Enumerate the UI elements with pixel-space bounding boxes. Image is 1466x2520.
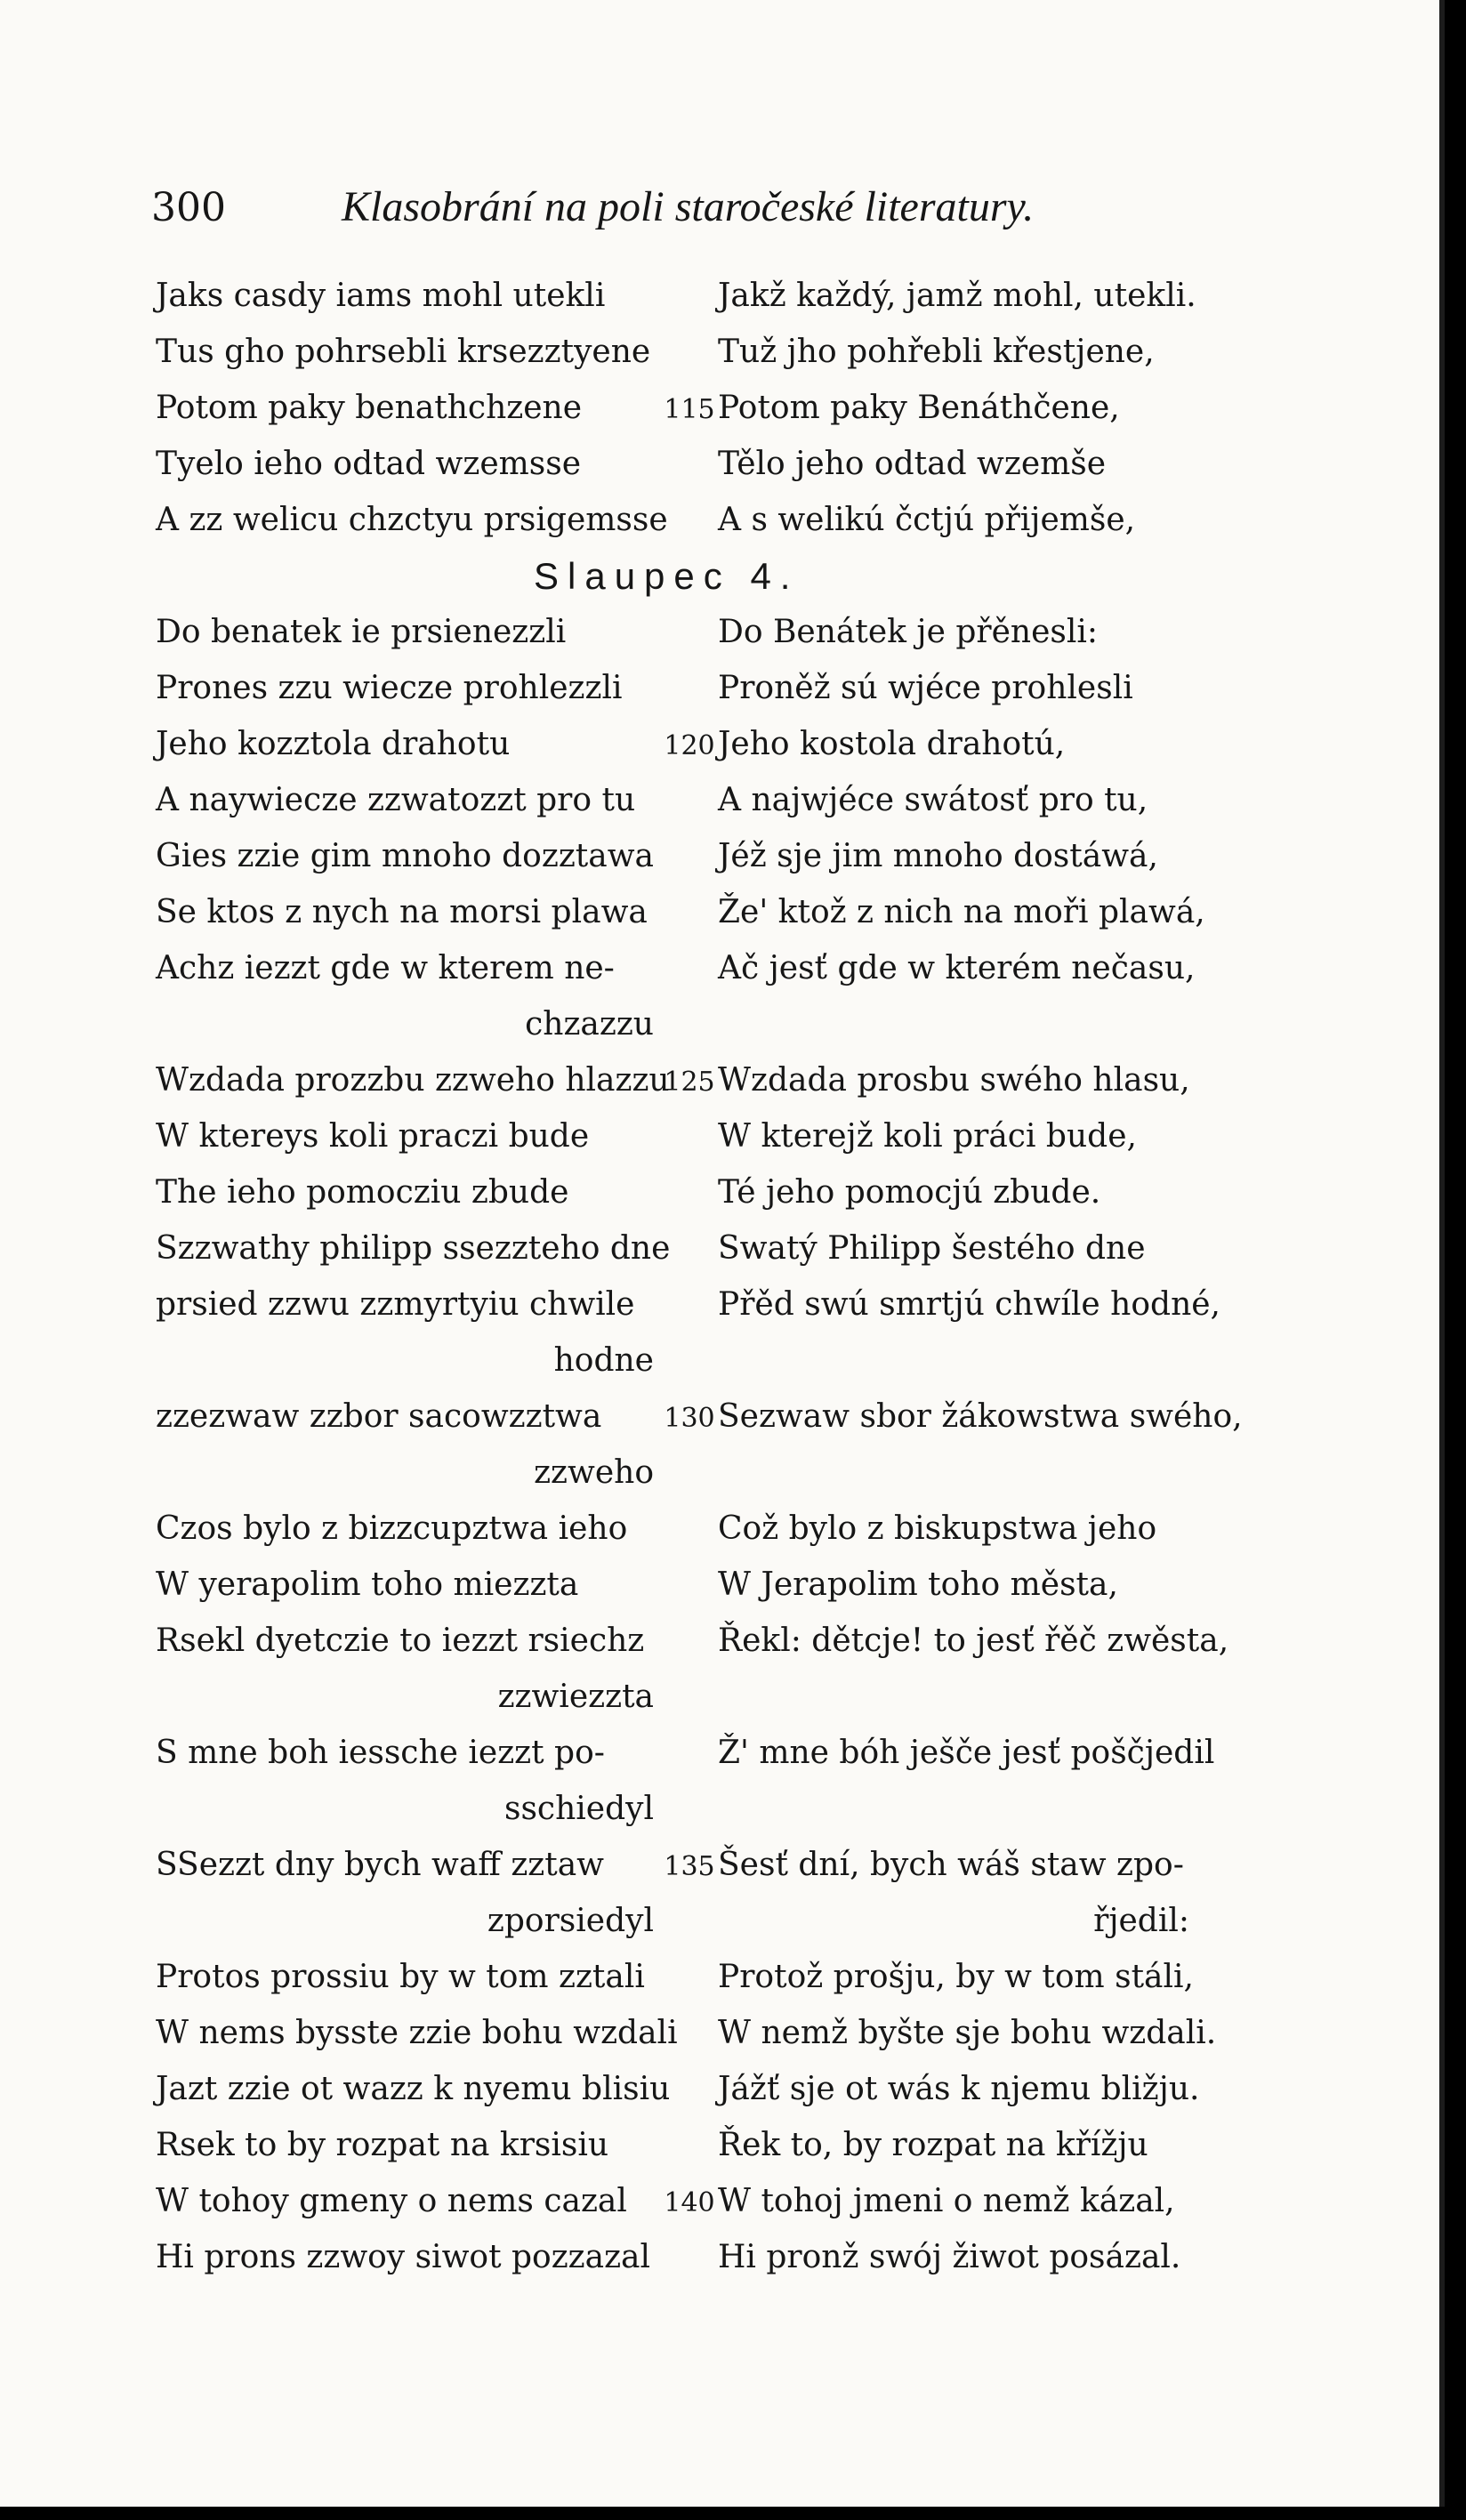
transcribed-text-line: Té jeho pomocjú zbude. [718, 1174, 1101, 1211]
transcribed-text-line: Jážť sje ot wás k njemu bližju. [718, 2071, 1200, 2107]
transcribed-text-line [718, 1672, 1234, 1722]
transcribed-text-line: W kterejž koli práci bude, [718, 1118, 1137, 1155]
transcribed-text-line: Ač jesť gde w kterém nečasu, [718, 950, 1196, 986]
line-number [661, 1674, 718, 1724]
old-text-line: W nems bysste zzie bohu wzdali [156, 2015, 678, 2051]
line-number [661, 2010, 718, 2060]
old-text-line: W ktereys koli praczi bude [156, 1118, 590, 1155]
page-header [151, 182, 1034, 231]
line-number [661, 497, 718, 547]
old-text-line: Tus gho pohrsebli krsezztyene [156, 334, 651, 370]
transcribed-text-line: Řekl: dětcje! to jesť řěč zwěsta, [718, 1622, 1229, 1659]
old-text-line: A naywiecze zzwatozzt pro tu [156, 782, 636, 818]
old-text-line: chzazzu [525, 1006, 654, 1043]
transcribed-text-line: Jeho kostola drahotú, [718, 726, 1066, 762]
transcribed-text-line: Tělo jeho odtad wzemše [718, 446, 1107, 482]
old-text-line: Hi prons zzwoy siwot pozzazal [156, 2239, 651, 2275]
line-number [661, 1730, 718, 1780]
transcribed-text-line: Řek to, by rozpat na křížju [718, 2127, 1148, 2163]
old-text-line: hodne [553, 1342, 654, 1379]
old-text-line: Jaks casdy iams mohl utekli [156, 278, 606, 314]
transcribed-text-line [718, 1000, 1234, 1050]
line-number [661, 1450, 718, 1500]
section-heading: Slaupec 4. [534, 555, 800, 597]
page-number: 300 [151, 185, 226, 230]
old-text-line: S mne boh iessche iezzt po- [156, 1735, 605, 1771]
old-text-line: Jeho kozztola drahotu [156, 726, 511, 762]
old-text-line: Rsek to by rozpat na krsisiu [156, 2127, 609, 2163]
transcribed-text-line: řjedil: [1093, 1903, 1189, 1939]
transcribed-text-line: W nemž byšte sje bohu wzdali. [718, 2015, 1217, 2051]
line-number [661, 1338, 718, 1388]
line-number [661, 1786, 718, 1836]
line-number [661, 1226, 718, 1276]
line-number [661, 1170, 718, 1220]
running-title: Klasobrání na poli staročeské literatury. [342, 183, 1035, 230]
transcribed-text-line: Přěd swú smrtjú chwíle hodné, [718, 1286, 1220, 1323]
line-number: 125 [664, 1067, 715, 1098]
transcribed-text-line: Jéž sje jim mnoho dostáwá, [718, 838, 1158, 874]
transcribed-text-line [718, 1448, 1234, 1498]
transcribed-text-line: W tohoj jmeni o nemž kázal, [718, 2183, 1175, 2219]
old-text-line: The ieho pomocziu zbude [156, 1174, 569, 1211]
old-text-line: Gies zzie gim mnoho dozztawa [156, 838, 654, 874]
transcribed-text-line [718, 1336, 1234, 1386]
line-number [661, 890, 718, 939]
old-text-line: zzwiezzta [497, 1679, 654, 1715]
line-number: 115 [664, 394, 715, 425]
transcribed-text-line: Jakž každý, jamž mohl, utekli. [718, 278, 1196, 314]
transcribed-text-line: Protož prošju, by w tom stáli, [718, 1959, 1194, 1995]
old-text-line: A zz welicu chzctyu prsigemsse [156, 502, 668, 538]
old-text-line: Protos prossiu by w tom zztali [156, 1959, 645, 1995]
transcribed-text-line: Swatý Philipp šestého dne [718, 1230, 1146, 1267]
old-text-line: Rsekl dyetczie to iezzt rsiechz [156, 1622, 645, 1659]
old-text-line: Wzdada prozzbu zzweho hlazzu [156, 1062, 670, 1099]
old-text-line: Jazt zzie ot wazz k nyemu blisiu [156, 2071, 671, 2107]
old-text-line: zporsiedyl [487, 1903, 654, 1939]
transcribed-text-line: Sezwaw sbor žákowstwa swého, [718, 1398, 1243, 1435]
transcribed-text-line: Proněž sú wjéce prohlesli [718, 670, 1133, 706]
old-text-line: sschiedyl [503, 1791, 654, 1827]
old-text-line: W yerapolim toho miezzta [156, 1566, 579, 1603]
line-number [661, 1002, 718, 1051]
transcribed-text-line: W Jerapolim toho města, [718, 1566, 1118, 1603]
line-number: 120 [664, 730, 715, 761]
line-number: 140 [664, 2187, 715, 2218]
transcribed-text-line: Šesť dní, bych wáš staw zpo- [718, 1847, 1184, 1883]
line-number [661, 2066, 718, 2116]
line-number [661, 665, 718, 715]
transcribed-text-line: A najwjéce swátosť pro tu, [718, 782, 1148, 818]
line-number [661, 1114, 718, 1163]
line-number: 130 [664, 1403, 715, 1434]
line-number [661, 273, 718, 323]
old-text-line: Czos bylo z bizzcupztwa ieho [156, 1510, 628, 1547]
line-number [661, 946, 718, 995]
transcribed-text-line: Do Benátek je přěnesli: [718, 614, 1099, 650]
line-number [661, 1282, 718, 1332]
line-number [661, 2122, 718, 2172]
old-text-line: zzweho [534, 1454, 654, 1491]
transcribed-text-line: Ž' mne bóh ješče jesť poščjedil [718, 1735, 1215, 1771]
transcribed-text-line: Což bylo z biskupstwa jeho [718, 1510, 1157, 1547]
old-text-line: W tohoy gmeny o nems cazal [156, 2183, 627, 2219]
line-number [661, 1618, 718, 1668]
line-number [661, 833, 718, 883]
line-number [661, 777, 718, 827]
line-number [661, 1898, 718, 1948]
line-number [661, 1506, 718, 1556]
line-number: 135 [664, 1851, 715, 1882]
line-number [661, 609, 718, 659]
old-text-line: Szzwathy philipp ssezzteho dne [156, 1230, 671, 1267]
old-text-line: zzezwaw zzbor sacowzztwa [156, 1398, 602, 1435]
transcribed-text-line: Potom paky Benáthčene, [718, 390, 1120, 426]
line-number [661, 2234, 718, 2284]
old-text-line: Do benatek ie prsienezzli [156, 614, 567, 650]
transcribed-text-line: A s welikú čctjú přijemše, [718, 502, 1136, 538]
transcribed-text-line: Wzdada prosbu swého hlasu, [718, 1062, 1190, 1099]
transcribed-text-line: Hi pronž swój žiwot posázal. [718, 2239, 1181, 2275]
line-number [661, 441, 718, 491]
old-text-line: Prones zzu wiecze prohlezzli [156, 670, 623, 706]
transcribed-text-line: Že' ktož z nich na moři plawá, [718, 894, 1205, 930]
transcribed-text-line: Tuž jho pohřebli křestjene, [718, 334, 1155, 370]
old-text-line: Tyelo ieho odtad wzemsse [156, 446, 582, 482]
old-text-line: prsied zzwu zzmyrtyiu chwile [156, 1286, 635, 1323]
transcribed-text-line [718, 1784, 1234, 1834]
line-number [661, 329, 718, 379]
old-text-line: Potom paky benathchzene [156, 390, 583, 426]
old-text-line: Achz iezzt gde w kterem ne- [156, 950, 615, 986]
old-text-line: Se ktos z nych na morsi plawa [156, 894, 648, 930]
line-number [661, 1562, 718, 1612]
old-text-line: SSezzt dny bych waff zztaw [156, 1847, 604, 1883]
line-number [661, 1954, 718, 2004]
